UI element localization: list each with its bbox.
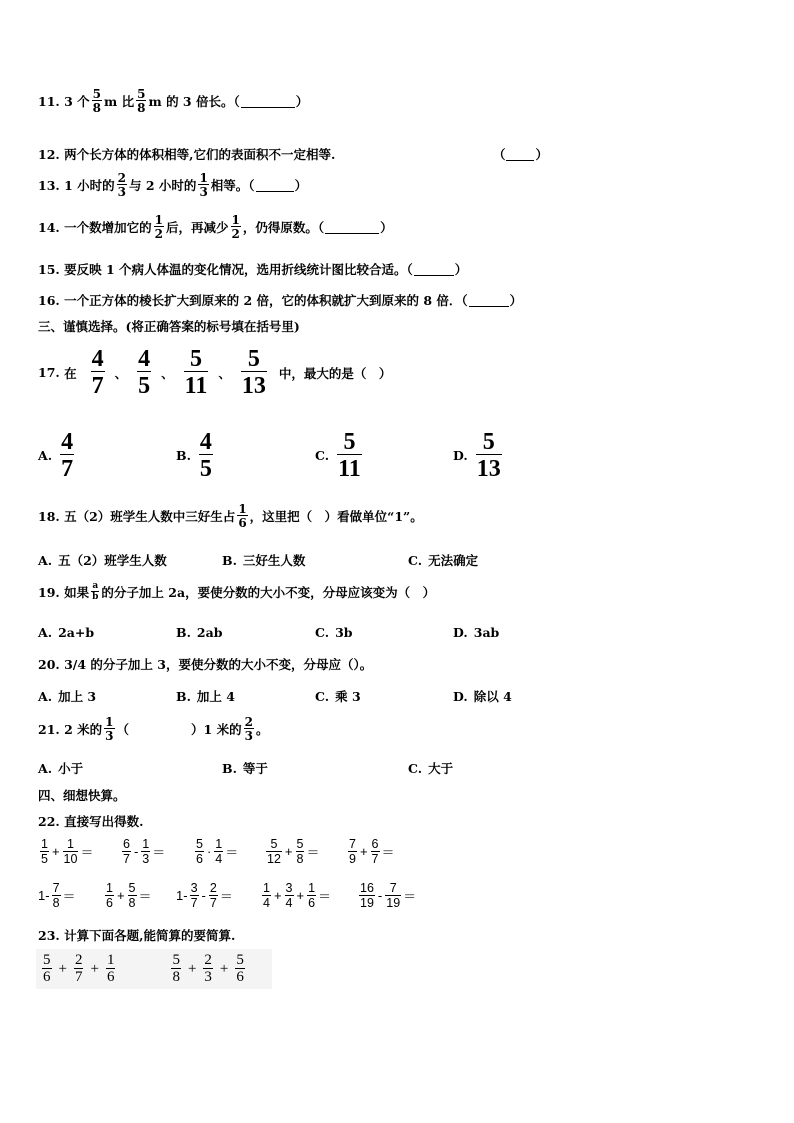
bracket: ） xyxy=(380,220,393,235)
question-12 xyxy=(38,145,548,163)
fraction: 4 5 xyxy=(199,429,212,482)
question-number: 21. xyxy=(38,721,60,737)
fraction: 1 2 xyxy=(231,213,240,241)
question-21 xyxy=(38,716,268,742)
question-text: 。 xyxy=(255,722,269,737)
option-label: C. xyxy=(315,688,330,704)
option-label: B. xyxy=(222,760,237,776)
calc-item: 16 19 - 7 19 ＝ xyxy=(360,881,417,910)
question-19 xyxy=(38,582,435,602)
option-d[interactable] xyxy=(453,625,499,640)
question-text: ，仍得原数。（ xyxy=(242,220,325,235)
option-text: 2ab xyxy=(196,625,223,640)
question-number: 15. xyxy=(38,261,60,277)
option-a[interactable] xyxy=(38,687,96,705)
option-text: 五（2）班学生人数 xyxy=(58,553,167,568)
option-label: A. xyxy=(38,688,53,704)
question-text: 两个长方体的体积相等,它们的表面积不一定相等. xyxy=(64,147,336,162)
option-label: C. xyxy=(408,552,423,568)
fraction: a b xyxy=(92,581,99,602)
separator: 、 xyxy=(161,365,174,381)
option-label: D. xyxy=(453,625,468,640)
question-22 xyxy=(38,812,143,830)
question-text: 2 米的 xyxy=(64,722,103,737)
question-17 xyxy=(38,347,391,398)
bracket: ） xyxy=(295,94,309,109)
bracket: ） xyxy=(454,262,468,277)
question-number: 17. xyxy=(38,365,60,380)
question-number: 13. xyxy=(38,177,60,193)
option-text: 三好生人数 xyxy=(242,553,306,568)
option-text: 加上 4 xyxy=(196,689,235,704)
fraction: 4 7 xyxy=(61,429,74,482)
option-label: C. xyxy=(315,448,330,463)
question-number: 12. xyxy=(38,146,60,162)
question-number: 14. xyxy=(38,219,60,235)
separator: 、 xyxy=(218,365,231,381)
question-text: 与 2 小时的 xyxy=(129,178,197,193)
option-text: 等于 xyxy=(242,761,268,776)
option-b[interactable] xyxy=(176,687,235,705)
option-a[interactable] xyxy=(38,551,167,569)
calc-item: 1 4 + $\frac{3}{4}$ + $\frac{1}{6}$ ＝ xyxy=(263,881,332,910)
bracket: ） xyxy=(535,147,548,162)
question-20 xyxy=(38,655,372,673)
option-c[interactable] xyxy=(408,759,453,777)
fraction: 1 3 xyxy=(199,171,208,199)
fraction: 1 6 xyxy=(238,502,247,530)
question-text: ）1 米的 xyxy=(191,722,242,737)
question-text: ，这里把（ ）看做单位“1”。 xyxy=(249,509,423,524)
question-text: m 的 3 倍长。（ xyxy=(148,94,240,109)
question-text: 3/4 的分子加上 3，要使分数的大小不变，分母应（）。 xyxy=(64,657,373,672)
option-label: C. xyxy=(408,760,423,776)
fraction: 4 5 xyxy=(138,346,151,399)
option-label: B. xyxy=(176,688,191,704)
answer-blank[interactable] xyxy=(256,179,294,192)
option-text: 3ab xyxy=(473,625,500,640)
bracket: （ xyxy=(492,147,506,162)
option-c[interactable] xyxy=(315,430,364,481)
answer-blank[interactable] xyxy=(506,148,534,161)
question-text: 后，再减少 xyxy=(165,220,229,235)
calc-item: 1- 7 8 ＝ xyxy=(38,881,76,910)
calc-item: 1 6 + $\frac{5}{8}$ ＝ xyxy=(106,881,152,910)
option-label: A. xyxy=(38,448,53,463)
fraction: 5 13 xyxy=(241,346,266,399)
question-18 xyxy=(38,503,423,529)
section-title: 四、细想快算。 xyxy=(38,788,126,803)
bracket: ） xyxy=(294,178,308,193)
option-c[interactable] xyxy=(315,687,361,705)
question-text: 在 xyxy=(64,365,77,381)
option-b[interactable] xyxy=(176,430,215,481)
option-label: D. xyxy=(453,688,468,704)
question-text: 相等。（ xyxy=(210,178,255,193)
fraction: 5 8 xyxy=(137,87,146,115)
fraction: 5 13 xyxy=(476,429,501,482)
fraction: 5 11 xyxy=(338,429,361,482)
question-text: m 比 xyxy=(104,94,135,109)
expression-2: 5 8 + $\frac{2}{3}$ + $\frac{5}{6}$ xyxy=(172,952,244,985)
option-a[interactable] xyxy=(38,759,83,777)
expression-image xyxy=(36,949,272,989)
question-16 xyxy=(38,291,522,309)
fraction: 4 7 xyxy=(91,346,104,399)
option-label: D. xyxy=(453,448,468,463)
answer-blank[interactable] xyxy=(241,95,295,108)
question-text: 如果 xyxy=(64,585,90,600)
option-text: 大于 xyxy=(428,761,454,776)
option-label: B. xyxy=(176,448,191,463)
answer-blank[interactable] xyxy=(414,263,454,276)
option-label: B. xyxy=(176,625,191,640)
bracket: （ xyxy=(116,722,130,737)
option-d[interactable] xyxy=(453,430,504,481)
option-text: 2a+b xyxy=(58,625,95,640)
fraction: 2 3 xyxy=(117,171,127,199)
expression-1: 5 6 + $\frac{2}{7}$ + $\frac{1}{6}$ xyxy=(43,952,115,985)
bracket: ） xyxy=(509,293,523,308)
option-label: A. xyxy=(38,552,53,568)
question-number: 20. xyxy=(38,656,60,672)
question-text: 的分子加上 2a，要使分数的大小不变，分母应该变为（ ） xyxy=(101,585,436,600)
question-11 xyxy=(38,88,308,114)
fraction: 1 2 xyxy=(154,213,163,241)
calc-item: 6 7 - 1 3 ＝ xyxy=(123,837,166,866)
calc-item: 1 5 + $\frac{1}{10}$ ＝ xyxy=(41,837,94,866)
option-b[interactable] xyxy=(222,551,305,569)
question-text: 直接写出得数. xyxy=(64,814,144,829)
answer-blank[interactable] xyxy=(325,221,379,234)
option-b[interactable] xyxy=(176,625,222,640)
option-text: 小于 xyxy=(58,761,84,776)
question-14 xyxy=(38,214,393,240)
option-text: 3b xyxy=(335,625,353,640)
question-text: 3 个 xyxy=(64,94,90,109)
option-text: 无法确定 xyxy=(428,553,479,568)
fraction: 1 3 xyxy=(105,715,114,743)
option-a[interactable] xyxy=(38,625,94,640)
question-number: 22. xyxy=(38,813,60,829)
question-text: 要反映 1 个病人体温的变化情况，选用折线统计图比较合适。（ xyxy=(64,262,413,277)
answer-blank[interactable] xyxy=(469,294,509,307)
question-text: 1 小时的 xyxy=(64,178,115,193)
question-23 xyxy=(38,926,235,944)
option-label: C. xyxy=(315,625,330,640)
option-c[interactable] xyxy=(408,551,478,569)
calc-item: 5 12 + $\frac{5}{8}$ ＝ xyxy=(267,837,320,866)
option-c[interactable] xyxy=(315,625,353,640)
option-d[interactable] xyxy=(453,687,512,705)
calc-item: 5 6 · 1 4 ＝ xyxy=(196,837,239,866)
question-number: 18. xyxy=(38,508,60,524)
question-text: 计算下面各题,能简算的要简算. xyxy=(64,928,236,943)
option-label: A. xyxy=(38,760,53,776)
option-label: B. xyxy=(222,552,237,568)
option-text: 除以 4 xyxy=(473,689,512,704)
question-15 xyxy=(38,260,467,278)
question-text: 中，最大的是（ ） xyxy=(278,365,392,381)
option-a[interactable] xyxy=(38,430,76,481)
fraction: 2 3 xyxy=(244,715,253,743)
question-number: 19. xyxy=(38,584,60,600)
fraction: 5 8 xyxy=(92,87,102,115)
calc-item: 1- 3 7 - 2 7 ＝ xyxy=(176,881,233,910)
section-heading xyxy=(38,317,300,335)
question-13 xyxy=(38,172,307,198)
option-text: 乘 3 xyxy=(335,689,361,704)
option-b[interactable] xyxy=(222,759,268,777)
question-text: 一个正方体的棱长扩大到原来的 2 倍，它的体积就扩大到原来的 8 倍．（ xyxy=(64,293,468,308)
fraction: 5 11 xyxy=(184,346,208,399)
separator: 、 xyxy=(114,365,128,381)
option-label: A. xyxy=(38,625,53,640)
question-number: 16. xyxy=(38,292,60,308)
section-title: 三、谨慎选择。(将正确答案的标号填在括号里) xyxy=(38,319,300,334)
question-number: 23. xyxy=(38,927,60,943)
question-number: 11. xyxy=(38,93,60,109)
section-heading xyxy=(38,786,126,804)
question-text: 一个数增加它的 xyxy=(64,220,152,235)
question-text: 五（2）班学生人数中三好生占 xyxy=(64,509,236,524)
calc-item: 7 9 + $\frac{6}{7}$ ＝ xyxy=(349,837,395,866)
option-text: 加上 3 xyxy=(58,689,97,704)
